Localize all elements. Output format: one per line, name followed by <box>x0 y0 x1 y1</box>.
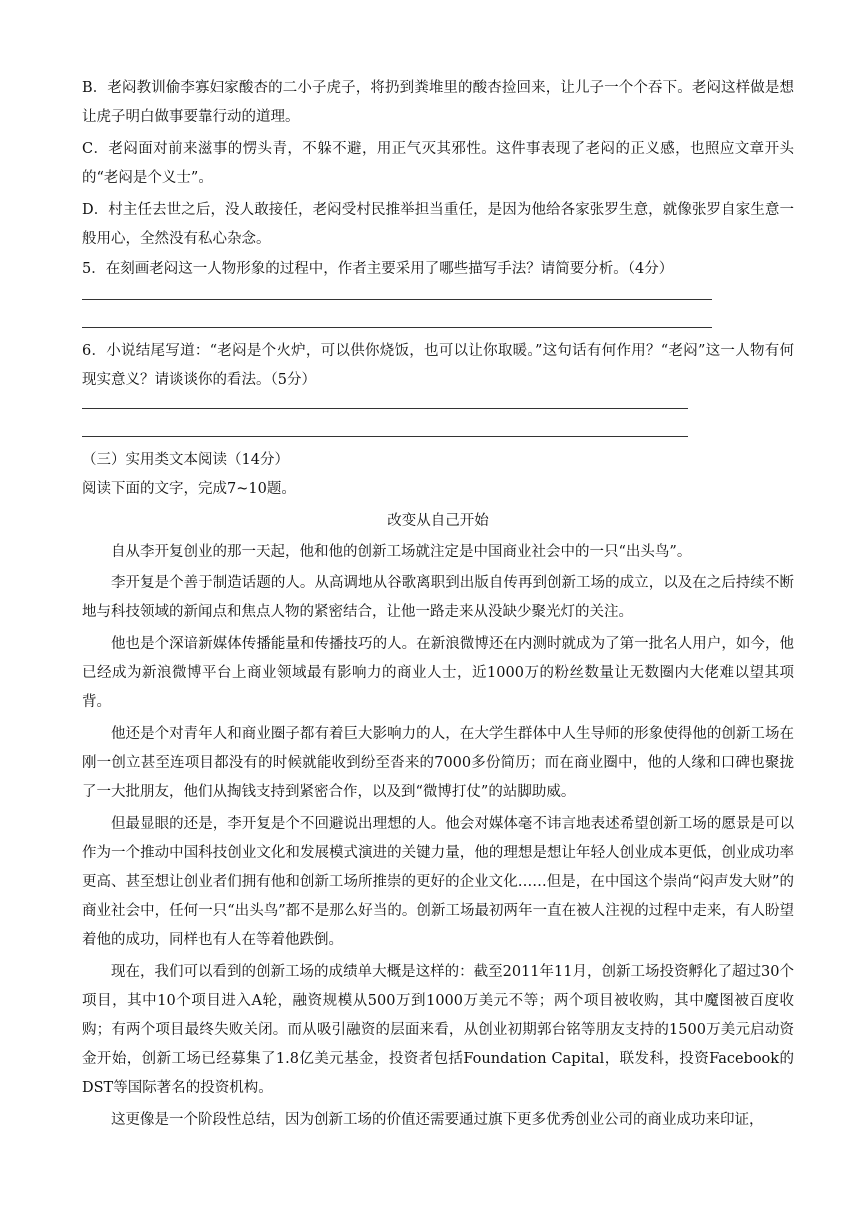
paragraph: 这更像是一个阶段性总结，因为创新工场的价值还需要通过旗下更多优秀创业公司的商业成功来印证， <box>111 1112 764 1128</box>
paragraph: 他也是个深谙新媒体传播能量和传播技巧的人。在新浪微博还在内测时就成为了第一批名人用户，如今，他已经成为新浪微博平台上商业领域最有影响力的商业人士，近1000万的粉丝数量让无数圈内大佬难以望其项背。 <box>82 636 794 710</box>
answer-line[interactable] <box>82 327 712 328</box>
paragraph: 他还是个对青年人和商业圈子都有着巨大影响力的人，在大学生群体中人生导师的形象使得他的创新工场在刚一创立甚至连项目都没有的时候就能收到纷至沓来的7000多份简历；而在商业圈中，他的人缘和口碑也聚拢了一大批朋友，他们从掏钱支持到紧密合作，以及到“微博打仗”的站脚助威。 <box>82 726 794 800</box>
paragraph: 自从李开复创业的那一天起，他和他的创新工场就注定是中国商业社会中的一只“出头鸟”。 <box>111 544 692 560</box>
option-d: D．村主任去世之后，没人敢接任，老闷受村民推举担当重任，是因为他给各家张罗生意，就像张罗自家生意一般用心，全然没有私心杂念。 <box>82 202 794 247</box>
instruction: 阅读下面的文字，完成7~10题。 <box>82 481 296 497</box>
exam-page <box>82 74 794 1135</box>
option-b: B．老闷教训偷李寡妇家酸杏的二小子虎子，将扔到粪堆里的酸杏捡回来，让儿子一个个吞下。老闷这样做是想让虎子明白做事要靠行动的道理。 <box>82 80 794 125</box>
answer-line[interactable] <box>82 408 688 409</box>
article-title: 改变从自己开始 <box>387 513 489 529</box>
option-c: C．老闷面对前来滋事的愣头青，不躲不避，用正气灭其邪性。这件事表现了老闷的正义感，也照应文章开头的“老闷是个义士”。 <box>82 141 794 186</box>
question-6: 6．小说结尾写道：“老闷是个火炉，可以供你烧饭，也可以让你取暖。”这句话有何作用？“老闷”这一人物有何现实意义？请谈谈你的看法。（5分） <box>82 343 794 388</box>
answer-line[interactable] <box>82 299 712 300</box>
paragraph: 现在，我们可以看到的创新工场的成绩单大概是这样的：截至2011年11月，创新工场投资孵化了超过30个项目，其中10个项目进入A轮，融资规模从500万到1000万美元不等；两个项目被收购，其中魔图被百度收购；有两个项目最终失败关闭。而从吸引融资的层面来看，从创业初期郭台铭等朋友支持的1500万美元启动资金开始，创新工场已经募集了1.8亿美元基金，投资者包括Foundation Capital，联发科，投资Facebook的DST等国际著名的投资机构。 <box>82 964 794 1096</box>
section-heading: （三）实用类文本阅读（14分） <box>82 452 289 468</box>
paragraph: 但最显眼的还是，李开复是个不回避说出理想的人。他会对媒体毫不讳言地表述希望创新工场的愿景是可以作为一个推动中国科技创业文化和发展模式演进的关键力量，他的理想是想让年轻人创业成本更低，创业成功率更高、甚至想让创业者们拥有他和创新工场所推崇的更好的企业文化……但是，在中国这个崇尚“闷声发大财”的商业社会中，任何一只“出头鸟”都不是那么好当的。创新工场最初两年一直在被人注视的过程中走来，有人盼望着他的成功，同样也有人在等着他跌倒。 <box>82 816 794 948</box>
answer-line[interactable] <box>82 436 688 437</box>
paragraph: 李开复是个善于制造话题的人。从高调地从谷歌离职到出版自传再到创新工场的成立，以及在之后持续不断地与科技领域的新闻点和焦点人物的紧密结合，让他一路走来从没缺少聚光灯的关注。 <box>82 575 794 620</box>
question-5: 5．在刻画老闷这一人物形象的过程中，作者主要采用了哪些描写手法？请简要分析。（4分） <box>82 261 674 277</box>
